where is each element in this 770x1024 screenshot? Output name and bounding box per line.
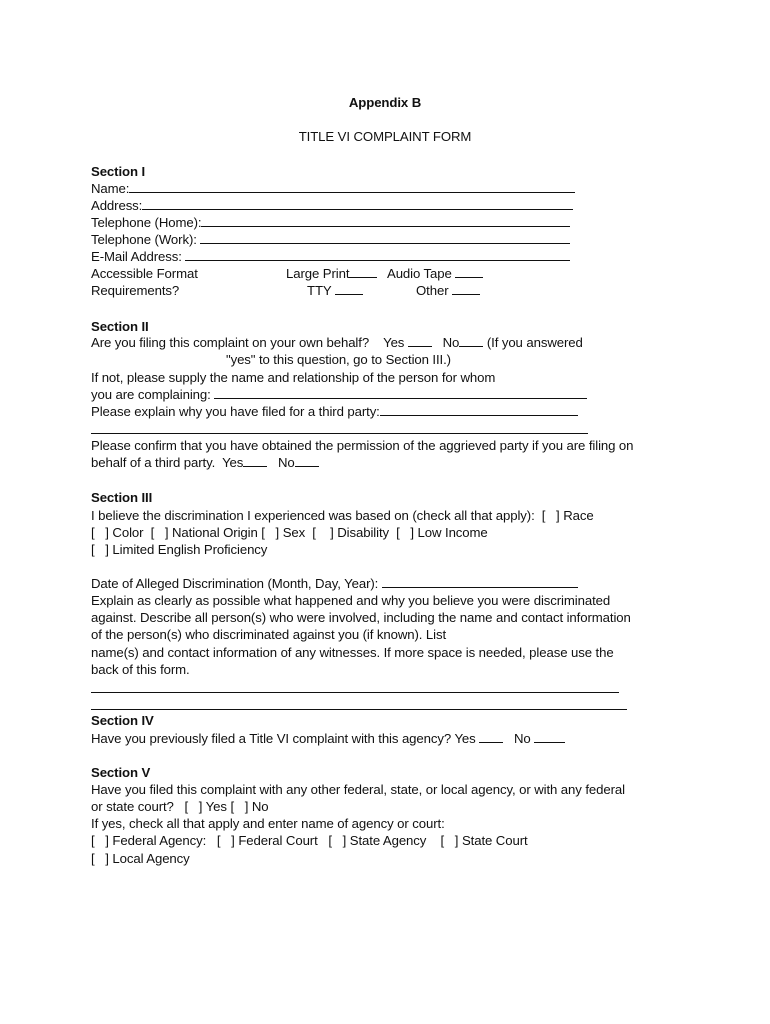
if-yes-instruction: If yes, check all that apply and enter name of agency or court: [91,816,445,831]
other-option [416,282,480,299]
basis-row-3 [91,541,267,558]
section-3-heading: Section III [91,490,153,505]
other-label: Other [416,283,449,298]
federal-agency-label: Federal Agency: [112,833,207,848]
federal-court-checkbox[interactable]: [ ] [216,833,235,848]
address-field[interactable] [142,197,573,210]
lep-label: Limited English Proficiency [112,542,268,557]
explain-third-party-line-2[interactable] [91,433,588,434]
confirm-yes-field[interactable] [243,454,267,467]
other-agency-no-label: No [251,799,269,814]
explain-line-3: of the person(s) who discriminated against you (if known). List [91,627,447,642]
own-behalf-yes-field[interactable] [408,334,432,347]
confirm-no-field[interactable] [295,454,319,467]
local-agency-label: Local Agency [112,851,190,866]
confirm-line-2: behalf of a third party. [91,455,216,470]
state-agency-label: State Agency [349,833,427,848]
accessible-label-1: Accessible Format [91,266,198,281]
other-agency-yes-checkbox[interactable]: [ ] [184,799,203,814]
name-label: Name: [91,181,130,196]
third-party-field[interactable] [214,386,587,399]
phone-work-row [91,231,570,248]
sex-label: Sex [282,525,306,540]
explain-third-party-field[interactable] [380,403,578,416]
own-behalf-no-label: No [442,335,460,350]
phone-home-field[interactable] [201,214,570,227]
appendix-heading: Appendix B [348,95,422,110]
federal-agency-checkbox[interactable]: [ ] [91,833,109,848]
large-print-label: Large Print [286,266,350,281]
color-checkbox[interactable]: [ ] [91,525,109,540]
agency-options-row [91,832,528,849]
phone-work-field[interactable] [200,231,570,244]
section-2-heading: Section II [91,319,149,334]
other-agency-no-checkbox[interactable]: [ ] [230,799,249,814]
name-field[interactable] [129,180,575,193]
date-field[interactable] [382,575,578,588]
large-print-option [286,265,377,282]
race-checkbox[interactable]: [ ] [541,508,560,523]
explain-line-5: back of this form. [91,662,190,677]
state-agency-checkbox[interactable]: [ ] [328,833,347,848]
audio-tape-label: Audio Tape [387,266,452,281]
date-row [91,575,578,592]
national-origin-checkbox[interactable]: [ ] [150,525,169,540]
basis-intro: I believe the discrimination I experienced was based on (check all that apply): [91,508,535,523]
basis-row-2 [91,524,488,541]
basis-row-1 [91,507,594,524]
own-behalf-row [91,334,583,351]
email-label: E-Mail Address: [91,249,182,264]
disability-checkbox[interactable]: [ ] [312,525,334,540]
explain-third-party-label: Please explain why you have filed for a third party: [91,404,380,419]
tty-label: TTY [307,283,332,298]
explain-line-1: Explain as clearly as possible what happened and why you believe you were discriminated [91,593,611,608]
lep-checkbox[interactable]: [ ] [91,542,109,557]
previous-complaint-question: Have you previously filed a Title VI complaint with this agency? [91,731,452,746]
other-field[interactable] [452,282,480,295]
state-court-label: State Court [461,833,528,848]
federal-court-label: Federal Court [238,833,318,848]
tty-field[interactable] [335,282,363,295]
own-behalf-question: Are you filing this complaint on your own behalf? [91,335,370,350]
confirm-line-1: Please confirm that you have obtained the permission of the aggrieved party if you are filing on [91,438,634,453]
low-income-checkbox[interactable]: [ ] [396,525,414,540]
email-field[interactable] [185,248,570,261]
race-label: Race [563,508,594,523]
previous-yes-label: Yes [454,731,476,746]
third-party-line-2: you are complaining: [91,387,211,402]
third-party-line-1: If not, please supply the name and relationship of the person for whom [91,370,496,385]
confirm-row [91,454,319,471]
accessible-label-2: Requirements? [91,283,180,298]
own-behalf-no-field[interactable] [459,334,483,347]
local-agency-row [91,850,190,867]
explain-line-2: against. Describe all person(s) who were involved, including the name and contact information [91,610,631,625]
date-label: Date of Alleged Discrimination (Month, Day, Year): [91,576,379,591]
previous-yes-field[interactable] [479,730,503,743]
tty-option [307,282,363,299]
previous-no-field[interactable] [534,730,565,743]
confirm-yes-label: Yes [222,455,244,470]
own-behalf-note: (If you answered [486,335,583,350]
audio-tape-field[interactable] [455,265,483,278]
section-1-heading: Section I [91,164,146,179]
third-party-row [91,386,587,403]
color-label: Color [112,525,144,540]
large-print-field[interactable] [349,265,377,278]
other-agency-line-1: Have you filed this complaint with any other federal, state, or local agency, or with any federal [91,782,625,797]
audio-tape-option [387,265,483,282]
previous-no-label: No [513,731,531,746]
name-row [91,180,575,197]
form-title: TITLE VI COMPLAINT FORM [298,129,472,144]
own-behalf-yes-label: Yes [383,335,405,350]
own-behalf-note-2: "yes" to this question, go to Section III.) [226,352,451,367]
phone-home-label: Telephone (Home): [91,215,202,230]
other-agency-line-2: or state court? [91,799,174,814]
national-origin-label: National Origin [171,525,258,540]
section-4-heading: Section IV [91,713,154,728]
low-income-label: Low Income [417,525,488,540]
explain-answer-line-1[interactable] [91,692,619,693]
confirm-no-label: No [278,455,295,470]
local-agency-checkbox[interactable]: [ ] [91,851,109,866]
section-5-heading: Section V [91,765,151,780]
sex-checkbox[interactable]: [ ] [261,525,280,540]
explain-line-4: name(s) and contact information of any witnesses. If more space is needed, please use the [91,645,614,660]
other-agency-row [91,798,269,815]
explain-third-party-row [91,403,578,420]
other-agency-yes-label: Yes [205,799,227,814]
address-row [91,197,573,214]
previous-complaint-row [91,730,565,747]
phone-home-row [91,214,570,231]
explain-answer-line-2[interactable] [91,709,627,710]
address-label: Address: [91,198,143,213]
disability-label: Disability [337,525,389,540]
phone-work-label: Telephone (Work): [91,232,197,247]
state-court-checkbox[interactable]: [ ] [440,833,459,848]
email-row [91,248,570,265]
